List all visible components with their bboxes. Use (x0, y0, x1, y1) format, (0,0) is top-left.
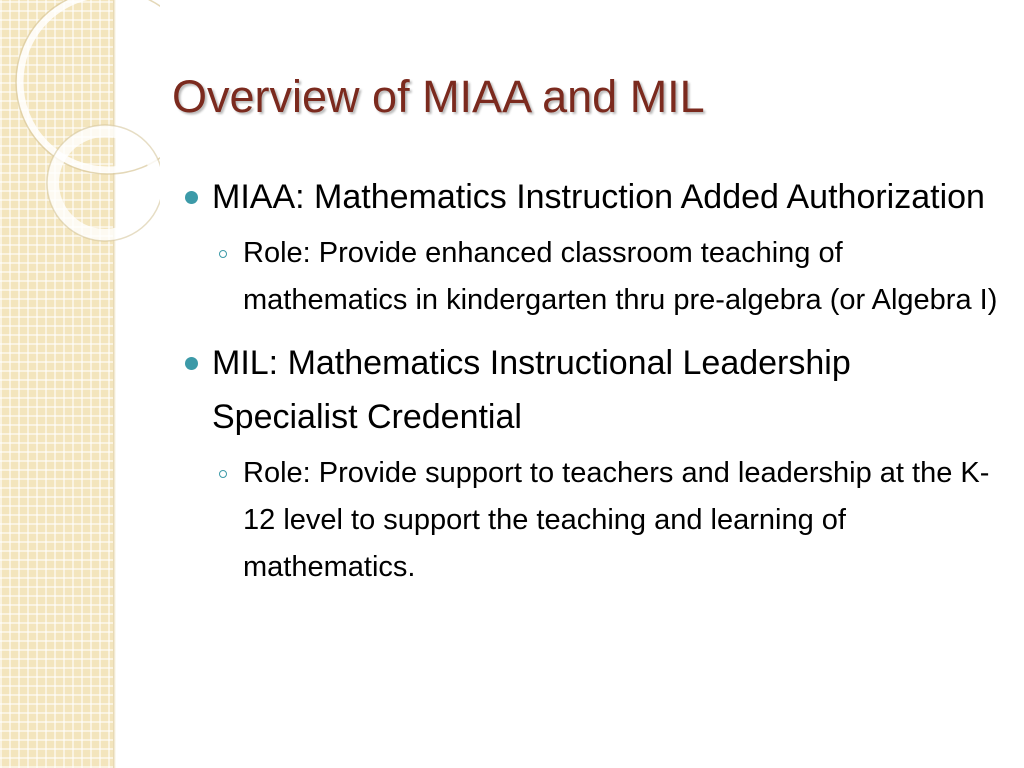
sub-bullet-group (185, 450, 1005, 591)
sub-bullet-miaa-role (216, 230, 1005, 324)
slide-title: Overview of MIAA and MIL (172, 71, 705, 122)
bullet-dot-icon (185, 191, 198, 204)
sub-bullet-text: Role: Provide enhanced classroom teaching of mathematics in kindergarten thru pre-algebra (or Algebra I) (243, 237, 998, 316)
bullet-list (185, 170, 1005, 603)
bullet-miaa (185, 170, 1005, 224)
sub-bullet-mil-role (216, 450, 1005, 591)
sub-bullet-list (185, 450, 1005, 591)
bullet-ring-icon (219, 250, 227, 258)
bullet-mil (185, 336, 1005, 444)
bullet-ring-icon (219, 470, 227, 478)
sub-bullet-text: Role: Provide support to teachers and leadership at the K-12 level to support the teaching and learning of mathematics. (243, 457, 990, 583)
sub-bullet-list (185, 230, 1005, 324)
decorative-circles-icon (0, 0, 160, 280)
bullet-text: MIL: Mathematics Instructional Leadership Specialist Credential (212, 344, 851, 436)
sub-bullet-group (185, 230, 1005, 324)
bullet-text: MIAA: Mathematics Instruction Added Authorization (212, 178, 985, 216)
bullet-dot-icon (185, 357, 198, 370)
